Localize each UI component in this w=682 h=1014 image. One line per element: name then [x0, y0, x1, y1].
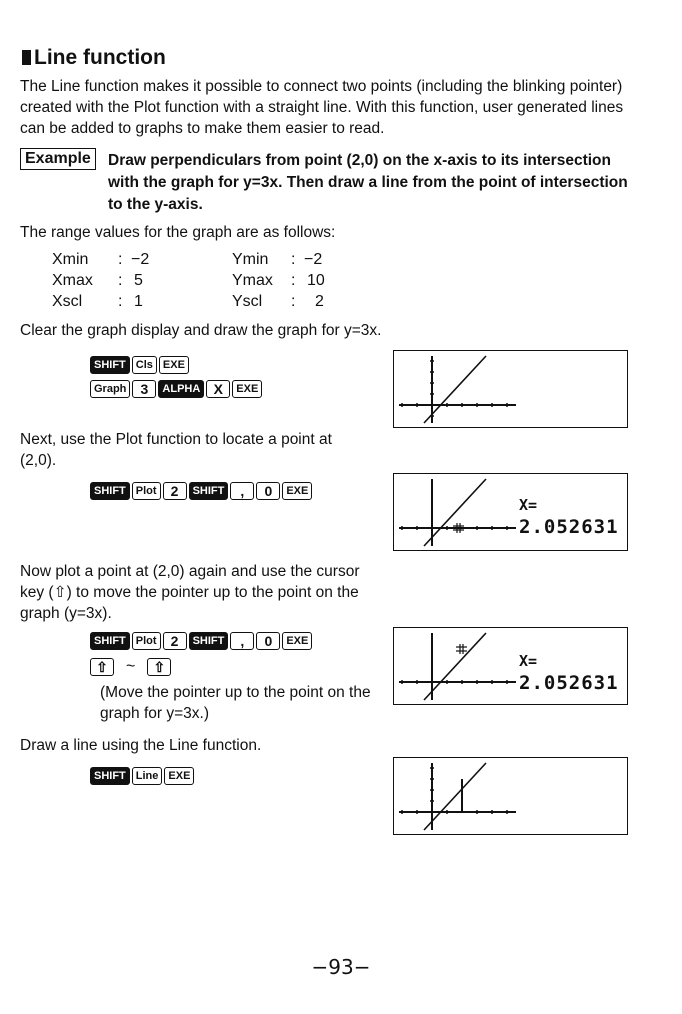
section-heading: Line function [22, 46, 166, 70]
graph-line [424, 763, 486, 830]
key-sequence-3b [90, 658, 171, 676]
range-value: 1 [134, 293, 143, 310]
key-graph[interactable]: Graph [90, 380, 130, 398]
key-x[interactable]: X [206, 380, 230, 398]
range-name: Ymax [232, 272, 273, 289]
range-name: Xscl [52, 293, 83, 310]
key-plot[interactable]: Plot [132, 482, 161, 500]
key-2[interactable]: 2 [163, 482, 187, 500]
lcd-screen-2 [393, 473, 628, 551]
key-0[interactable]: 0 [256, 632, 280, 650]
lcd-screen-4 [393, 757, 628, 835]
pointer-icon [456, 644, 467, 654]
line-text: Draw a line using the Line function. [20, 737, 262, 754]
key-2[interactable]: 2 [163, 632, 187, 650]
pointer-note: (Move the pointer up to the point on the graph for y=3x.) [100, 684, 371, 722]
key-3[interactable]: 3 [132, 380, 156, 398]
key-sequence-4 [90, 767, 194, 785]
range-name: Yscl [232, 293, 263, 310]
example-label: Example [20, 148, 96, 170]
graph-plot [394, 758, 627, 834]
key-shift[interactable]: SHIFT [189, 482, 229, 500]
range-intro: The range values for the graph are as follows: [20, 224, 336, 241]
example-text: Draw perpendiculars from point (2,0) on the x-axis to its intersection with the graph for y=3x. Then draw a line from the point of intersection to the y-axis. [108, 152, 628, 213]
key-sequence-1a [90, 356, 189, 374]
key-exe[interactable]: EXE [164, 767, 194, 785]
key-line[interactable]: Line [132, 767, 163, 785]
key-shift[interactable]: SHIFT [90, 767, 130, 785]
range-value: 2 [315, 293, 324, 310]
range-value: −2 [304, 251, 323, 268]
x-value: 2.052631 [519, 672, 619, 694]
key-exe[interactable]: EXE [282, 482, 312, 500]
key-alpha[interactable]: ALPHA [158, 380, 204, 398]
cursor-up-key[interactable]: ⇧ [147, 658, 171, 676]
x-label: X= [519, 496, 538, 514]
lcd-screen-3 [393, 627, 628, 705]
key-shift[interactable]: SHIFT [90, 356, 130, 374]
intro-paragraph: The Line function makes it possible to connect two points (including the blinking pointer) created with the Plot function with a straight line. With this function, user generated lines can be added to graphs to make them easier to read. [20, 78, 624, 137]
key-comma[interactable]: , [230, 632, 254, 650]
graph-line [424, 479, 486, 546]
key-sequence-2 [90, 482, 312, 500]
graph-plot [394, 351, 627, 427]
cursor-up-key[interactable]: ⇧ [90, 658, 114, 676]
again-text: Now plot a point at (2,0) again and use the cursor key (⇧) to move the pointer up to the point on the graph (y=3x). [20, 563, 360, 622]
square-bullet-icon [22, 50, 31, 65]
key-plot[interactable]: Plot [132, 632, 161, 650]
range-tilde: ~ [126, 658, 136, 675]
range-name: Xmax [52, 272, 93, 289]
key-cls[interactable]: Cls [132, 356, 157, 374]
graph-line [424, 633, 486, 700]
key-shift[interactable]: SHIFT [90, 632, 130, 650]
range-name: Xmin [52, 251, 89, 268]
range-value: 10 [307, 272, 325, 289]
range-name: Ymin [232, 251, 269, 268]
key-shift[interactable]: SHIFT [189, 632, 229, 650]
range-value: 5 [134, 272, 143, 289]
key-exe[interactable]: EXE [232, 380, 262, 398]
graph-plot [394, 474, 627, 550]
key-0[interactable]: 0 [256, 482, 280, 500]
plot-text: Next, use the Plot function to locate a point at (2,0). [20, 431, 332, 469]
key-exe[interactable]: EXE [282, 632, 312, 650]
range-value: −2 [131, 251, 150, 268]
page-number: −93− [311, 955, 371, 979]
key-shift[interactable]: SHIFT [90, 482, 130, 500]
key-sequence-1b [90, 380, 262, 398]
clear-text: Clear the graph display and draw the graph for y=3x. [20, 322, 382, 339]
key-sequence-3 [90, 632, 312, 650]
key-exe[interactable]: EXE [159, 356, 189, 374]
lcd-screen-1 [393, 350, 628, 428]
x-value: 2.052631 [519, 516, 619, 538]
x-label: X= [519, 652, 538, 670]
graph-line [424, 356, 486, 423]
key-comma[interactable]: , [230, 482, 254, 500]
